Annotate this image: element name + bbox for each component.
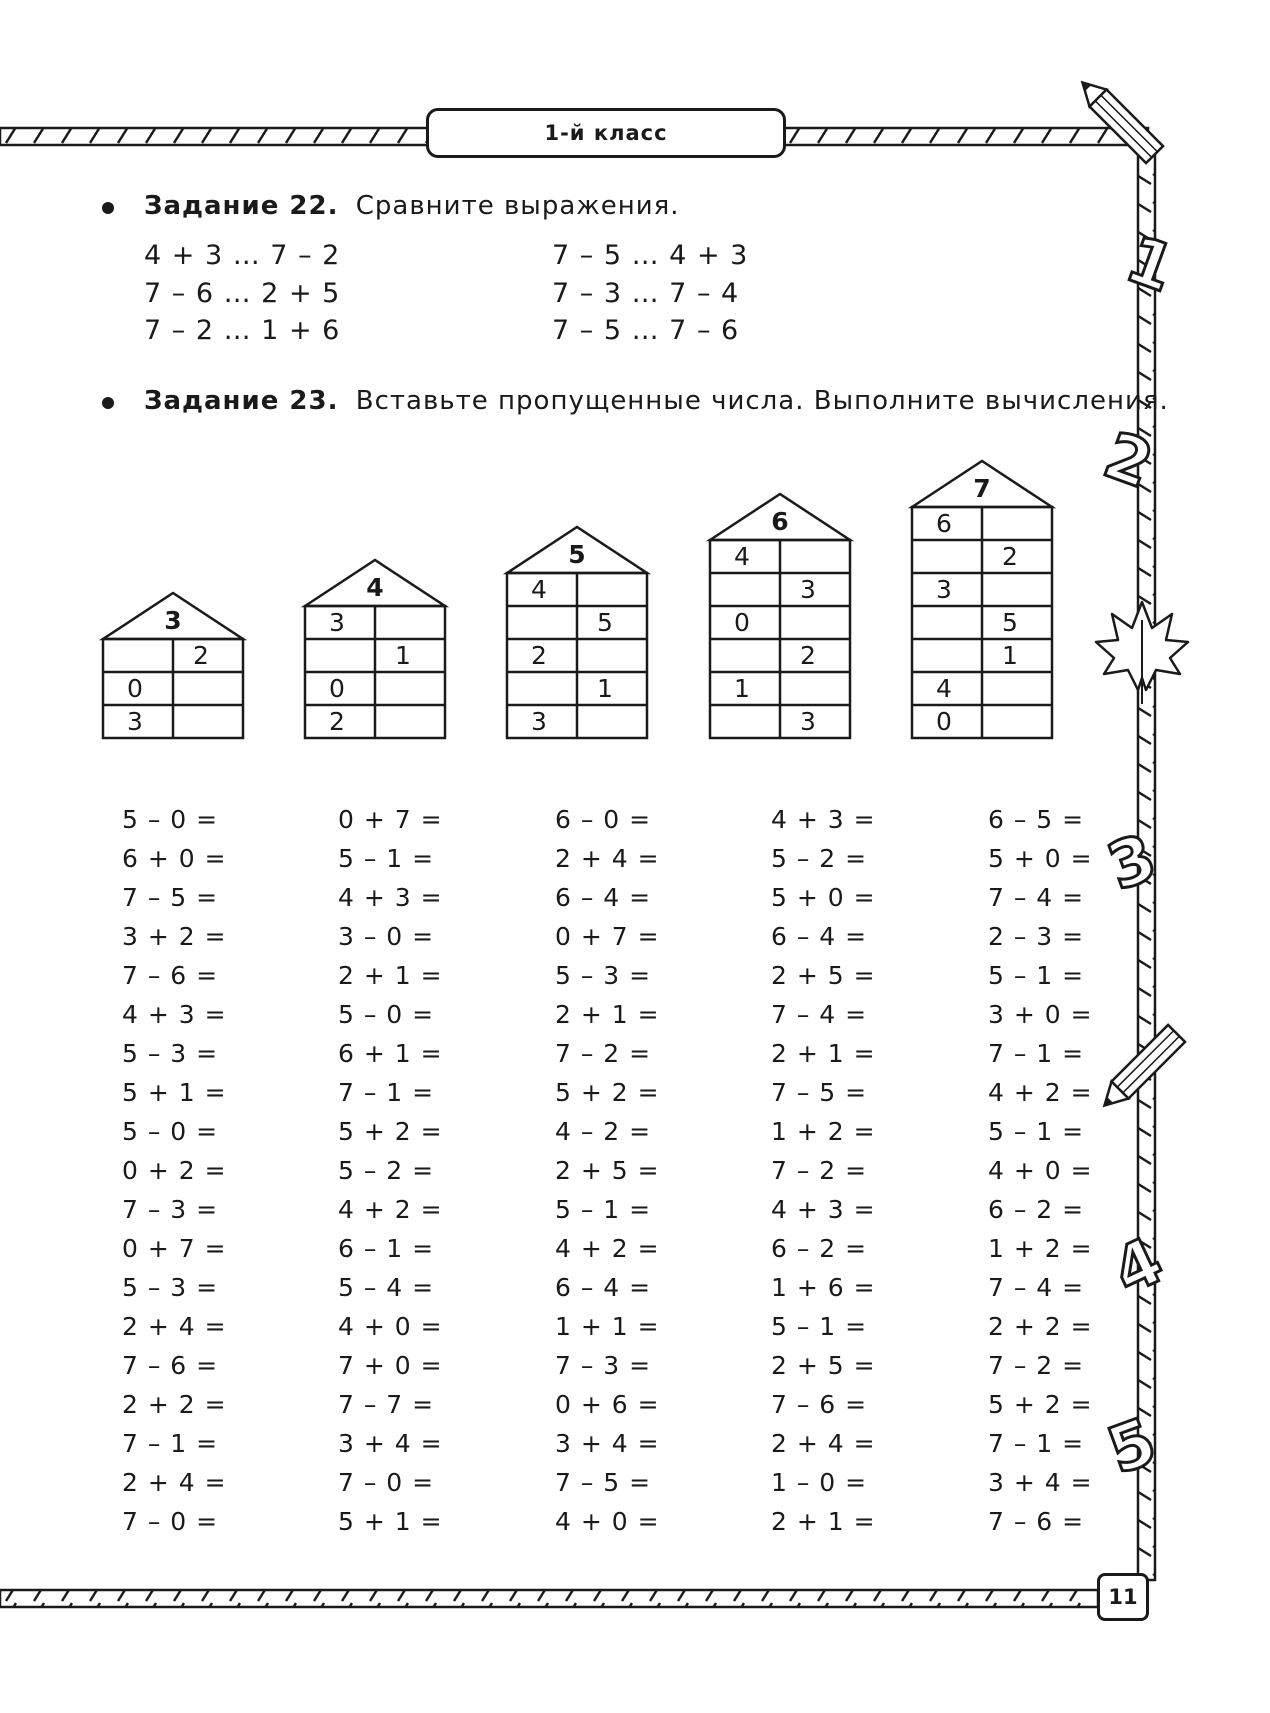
exercise-item: 7 – 0 = [338, 1468, 435, 1497]
house-cell [780, 606, 850, 639]
house-cell: 3 [936, 575, 952, 604]
house-top-number: 6 [771, 507, 789, 536]
house-cell: 2 [193, 641, 209, 670]
exercise-item: 5 – 4 = [338, 1273, 435, 1302]
exercise-item: 7 – 5 = [771, 1078, 868, 1107]
exercise-column-1 [122, 800, 227, 1541]
exercise-item: 5 – 0 = [122, 805, 219, 834]
house-cell: 0 [127, 674, 143, 703]
exercise-item: 6 – 4 = [555, 883, 652, 912]
house-cell [912, 540, 982, 573]
exercise-item: 2 + 5 = [771, 961, 876, 990]
exercise-item: 6 – 4 = [555, 1273, 652, 1302]
task-22-heading [144, 191, 680, 221]
exercise-item: 2 + 1 = [338, 961, 443, 990]
house-cell [507, 606, 577, 639]
exercise-item: 5 – 2 = [771, 844, 868, 873]
exercise-item: 1 + 2 = [771, 1117, 876, 1146]
exercise-item: 7 – 2 = [555, 1039, 652, 1068]
exercise-item: 3 – 0 = [338, 922, 435, 951]
compare-expr: 4 + 3 … 7 – 2 [144, 240, 341, 271]
task-23-label: Задание 23. [144, 386, 339, 416]
house-cell [912, 606, 982, 639]
exercise-item: 5 – 1 = [988, 1117, 1085, 1146]
exercise-item: 5 – 3 = [122, 1273, 219, 1302]
house-cell [173, 672, 243, 705]
exercise-item: 4 – 2 = [555, 1117, 652, 1146]
task-23-instruction: Вставьте пропущенные числа. Выполните вычисления. [355, 386, 1169, 416]
exercise-item: 6 – 2 = [988, 1195, 1085, 1224]
house-cell [780, 672, 850, 705]
house-cell [577, 639, 647, 672]
exercise-item: 7 – 5 = [555, 1468, 652, 1497]
house-cell: 0 [936, 707, 952, 736]
house-cell [305, 639, 375, 672]
house-cell: 3 [800, 707, 816, 736]
exercise-item: 4 + 0 = [555, 1507, 660, 1536]
house-top-number: 7 [973, 474, 991, 503]
house-cell: 2 [800, 641, 816, 670]
exercise-item: 6 – 1 = [338, 1234, 435, 1263]
exercise-column-3 [555, 800, 660, 1541]
exercise-item: 5 – 1 = [988, 961, 1085, 990]
exercise-item: 1 + 2 = [988, 1234, 1093, 1263]
exercise-item: 2 + 1 = [771, 1507, 876, 1536]
task-22-label: Задание 22. [144, 191, 339, 221]
house-cell [577, 573, 647, 606]
exercise-item: 6 – 4 = [771, 922, 868, 951]
exercise-item: 7 – 7 = [338, 1390, 435, 1419]
house-cell: 1 [1002, 641, 1018, 670]
exercise-item: 0 + 7 = [555, 922, 660, 951]
exercise-item: 2 + 1 = [771, 1039, 876, 1068]
exercise-item: 7 – 6 = [122, 961, 219, 990]
exercise-item: 0 + 6 = [555, 1390, 660, 1419]
exercise-item: 2 + 4 = [555, 844, 660, 873]
exercise-item: 4 + 0 = [338, 1312, 443, 1341]
exercise-item: 6 – 5 = [988, 805, 1085, 834]
exercise-item: 4 + 2 = [555, 1234, 660, 1263]
house-top-number: 5 [568, 540, 586, 569]
bullet-task-23 [102, 397, 114, 409]
exercise-item: 5 + 1 = [338, 1507, 443, 1536]
exercise-item: 5 – 0 = [122, 1117, 219, 1146]
exercise-item: 4 + 0 = [988, 1156, 1093, 1185]
exercise-item: 3 + 4 = [555, 1429, 660, 1458]
exercise-item: 6 + 1 = [338, 1039, 443, 1068]
house-cell: 0 [329, 674, 345, 703]
exercise-item: 5 – 0 = [338, 1000, 435, 1029]
house-cell [577, 705, 647, 738]
exercise-item: 7 – 6 = [771, 1390, 868, 1419]
compare-expr: 7 – 5 … 7 – 6 [552, 315, 740, 346]
house-cell [710, 573, 780, 606]
exercise-item: 2 + 4 = [122, 1312, 227, 1341]
house-cell: 1 [395, 641, 411, 670]
compare-expr: 7 – 3 … 7 – 4 [552, 278, 740, 309]
exercise-item: 2 + 5 = [555, 1156, 660, 1185]
house-cell [912, 639, 982, 672]
exercise-item: 4 + 2 = [988, 1078, 1093, 1107]
house-cell: 6 [936, 509, 952, 538]
house-cell: 3 [800, 575, 816, 604]
house-cell: 2 [329, 707, 345, 736]
exercise-item: 5 – 1 = [771, 1312, 868, 1341]
exercise-item: 7 – 6 = [988, 1507, 1085, 1536]
decor-digit-2: 2 [1094, 418, 1162, 504]
exercise-item: 5 – 1 = [555, 1195, 652, 1224]
exercise-item: 6 + 0 = [122, 844, 227, 873]
house-cell [982, 705, 1052, 738]
exercise-item: 0 + 7 = [122, 1234, 227, 1263]
exercise-item: 5 – 3 = [555, 961, 652, 990]
house-cell: 4 [734, 542, 750, 571]
exercise-item: 5 – 3 = [122, 1039, 219, 1068]
exercise-item: 3 + 0 = [988, 1000, 1093, 1029]
compare-expr: 7 – 6 … 2 + 5 [144, 278, 341, 309]
exercise-item: 7 – 6 = [122, 1351, 219, 1380]
pencil-icon [1074, 74, 1163, 163]
exercise-item: 7 – 1 = [988, 1429, 1085, 1458]
house-cell [375, 672, 445, 705]
house-cell: 5 [597, 608, 613, 637]
exercise-item: 6 – 0 = [555, 805, 652, 834]
exercise-item: 3 + 4 = [988, 1468, 1093, 1497]
exercise-item: 4 + 3 = [338, 883, 443, 912]
task-22-instruction: Сравните выражения. [355, 191, 680, 221]
decor-digit-5: 5 [1098, 1404, 1166, 1490]
bullet-task-22 [102, 202, 114, 214]
exercise-item: 1 + 1 = [555, 1312, 660, 1341]
exercise-item: 7 – 3 = [122, 1195, 219, 1224]
house-top-number: 3 [164, 606, 182, 635]
exercise-item: 3 + 2 = [122, 922, 227, 951]
exercise-column-4 [771, 800, 876, 1541]
house-cell [173, 705, 243, 738]
house-cell: 5 [1002, 608, 1018, 637]
house-cell [375, 606, 445, 639]
exercise-item: 5 + 1 = [122, 1078, 227, 1107]
exercise-item: 7 – 2 = [988, 1351, 1085, 1380]
house-cell [710, 639, 780, 672]
exercise-item: 2 – 3 = [988, 922, 1085, 951]
exercise-column-5 [988, 800, 1093, 1541]
exercise-item: 7 – 4 = [988, 883, 1085, 912]
house-cell [982, 507, 1052, 540]
exercise-item: 5 + 2 = [338, 1117, 443, 1146]
exercise-item: 2 + 4 = [122, 1468, 227, 1497]
exercise-item: 7 – 5 = [122, 883, 219, 912]
exercise-item: 7 + 0 = [338, 1351, 443, 1380]
exercise-column-2 [338, 800, 443, 1541]
house-cell [375, 705, 445, 738]
exercise-item: 5 + 2 = [988, 1390, 1093, 1419]
compare-expr: 7 – 5 … 4 + 3 [552, 240, 749, 271]
maple-leaf-icon [1096, 602, 1188, 704]
exercise-item: 7 – 1 = [988, 1039, 1085, 1068]
exercise-item: 4 + 3 = [771, 1195, 876, 1224]
house-cell: 4 [936, 674, 952, 703]
house-cell: 4 [531, 575, 547, 604]
exercise-item: 4 + 3 = [771, 805, 876, 834]
house-cell: 1 [597, 674, 613, 703]
exercise-item: 4 + 3 = [122, 1000, 227, 1029]
decor-digit-4: 4 [1102, 1224, 1175, 1310]
exercise-item: 5 – 1 = [338, 844, 435, 873]
exercise-item: 7 – 1 = [338, 1078, 435, 1107]
exercise-item: 1 – 0 = [771, 1468, 868, 1497]
house-cell: 3 [531, 707, 547, 736]
house-cell: 3 [127, 707, 143, 736]
exercise-item: 7 – 3 = [555, 1351, 652, 1380]
exercise-item: 5 + 0 = [988, 844, 1093, 873]
exercise-item: 0 + 2 = [122, 1156, 227, 1185]
exercise-item: 6 – 2 = [771, 1234, 868, 1263]
exercise-item: 7 – 4 = [771, 1000, 868, 1029]
house-top-number: 4 [366, 573, 384, 602]
house-cell: 1 [734, 674, 750, 703]
house-cell: 2 [531, 641, 547, 670]
house-cell [507, 672, 577, 705]
exercise-item: 4 + 2 = [338, 1195, 443, 1224]
exercise-item: 7 – 0 = [122, 1507, 219, 1536]
exercise-item: 2 + 4 = [771, 1429, 876, 1458]
house-cell [780, 540, 850, 573]
decor-digit-3: 3 [1098, 820, 1166, 906]
exercise-item: 1 + 6 = [771, 1273, 876, 1302]
compare-expr: 7 – 2 … 1 + 6 [144, 315, 341, 346]
exercise-item: 7 – 4 = [988, 1273, 1085, 1302]
grade-header: 1-й класс [426, 108, 786, 158]
page-number: 11 [1097, 1573, 1149, 1621]
decor-digit-1: 1 [1116, 222, 1184, 308]
house-cell [982, 672, 1052, 705]
house-cell [982, 573, 1052, 606]
house-cell: 0 [734, 608, 750, 637]
exercise-item: 7 – 2 = [771, 1156, 868, 1185]
exercise-item: 5 + 0 = [771, 883, 876, 912]
house-cell [710, 705, 780, 738]
task-23-heading [144, 386, 1169, 416]
house-cell [103, 639, 173, 672]
exercise-item: 7 – 1 = [122, 1429, 219, 1458]
exercise-item: 2 + 2 = [988, 1312, 1093, 1341]
house-cell: 3 [329, 608, 345, 637]
exercise-item: 5 + 2 = [555, 1078, 660, 1107]
house-cell: 2 [1002, 542, 1018, 571]
exercise-item: 5 – 2 = [338, 1156, 435, 1185]
exercise-item: 2 + 1 = [555, 1000, 660, 1029]
exercise-item: 3 + 4 = [338, 1429, 443, 1458]
exercise-item: 2 + 2 = [122, 1390, 227, 1419]
exercise-item: 0 + 7 = [338, 805, 443, 834]
exercise-item: 2 + 5 = [771, 1351, 876, 1380]
